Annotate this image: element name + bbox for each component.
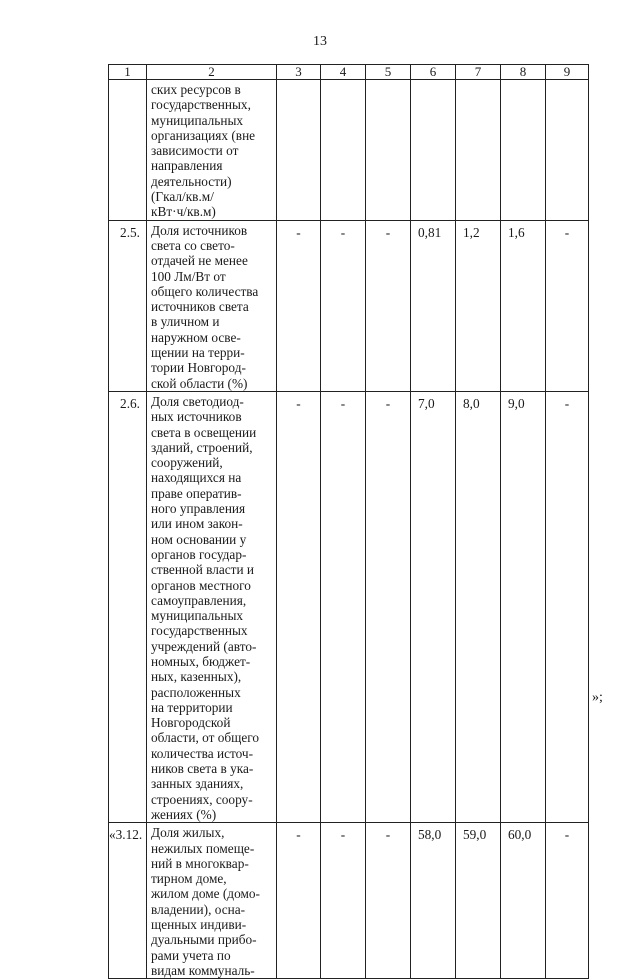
- value-col7: 1,2: [456, 220, 501, 391]
- value-col7: [456, 80, 501, 221]
- value-col9: -: [546, 823, 589, 979]
- table-row: [109, 823, 589, 979]
- value-col3: -: [277, 823, 321, 979]
- col-header-3: 3: [277, 65, 321, 80]
- row-number: 2.5.: [109, 220, 147, 391]
- header-row: [109, 65, 589, 80]
- value-col8: [501, 80, 546, 221]
- value-col5: [366, 80, 411, 221]
- row-number: [109, 80, 147, 221]
- table-row: [109, 391, 589, 822]
- col-header-8: 8: [501, 65, 546, 80]
- value-col7: 8,0: [456, 391, 501, 822]
- value-col5: -: [366, 823, 411, 979]
- value-col5: -: [366, 391, 411, 822]
- value-col6: 58,0: [411, 823, 456, 979]
- value-col3: -: [277, 391, 321, 822]
- indicator-name: ских ресурсов в государственных, муниципальных организациях (вне зависимости от направления деятельности) (Гкал/кв.м/ кВт·ч/кв.м): [147, 80, 277, 221]
- col-header-2: 2: [147, 65, 277, 80]
- col-header-1: 1: [109, 65, 147, 80]
- row-number: 2.6.: [109, 391, 147, 822]
- value-col8: 60,0: [501, 823, 546, 979]
- value-col6: 7,0: [411, 391, 456, 822]
- value-col9: -: [546, 220, 589, 391]
- col-header-9: 9: [546, 65, 589, 80]
- value-col8: 9,0: [501, 391, 546, 822]
- value-col4: -: [321, 220, 366, 391]
- value-col4: -: [321, 823, 366, 979]
- indicator-name: Доля жилых, нежилых помеще- ний в многоквар- тирном доме, жилом доме (домо- владении), осна- щенных индиви- дуальными прибо- рами учета по видам коммуналь-: [147, 823, 277, 979]
- closing-quote-mark: »;: [592, 690, 603, 705]
- value-col5: -: [366, 220, 411, 391]
- row-number: «3.12.: [109, 823, 147, 979]
- value-col4: [321, 80, 366, 221]
- indicators-table: [108, 64, 589, 979]
- table-row: [109, 220, 589, 391]
- col-header-7: 7: [456, 65, 501, 80]
- value-col3: [277, 80, 321, 221]
- table-row: [109, 80, 589, 221]
- col-header-4: 4: [321, 65, 366, 80]
- value-col9: [546, 80, 589, 221]
- col-header-6: 6: [411, 65, 456, 80]
- value-col7: 59,0: [456, 823, 501, 979]
- col-header-5: 5: [366, 65, 411, 80]
- value-col9: -: [546, 391, 589, 822]
- indicator-name: Доля светодиод- ных источников света в освещении зданий, строений, сооружений, находящихся на праве оператив- ного управления или ином закон- ном основании у органов государ- ственной власти и органов местного самоуправления, муниципальных государственных учреждений (авто- номных, бюджет- ных, казенных), расположенных на территории Новгородской области, от общего количества источ- ников света в ука- занных зданиях, строениях, соору- жениях (%): [147, 391, 277, 822]
- page-number: 13: [313, 34, 327, 49]
- indicator-name: Доля источников света со свето- отдачей не менее 100 Лм/Вт от общего количества источников света в уличном и наружном осве- щении на терри- тории Новгород- ской области (%): [147, 220, 277, 391]
- value-col8: 1,6: [501, 220, 546, 391]
- value-col4: -: [321, 391, 366, 822]
- value-col6: [411, 80, 456, 221]
- value-col6: 0,81: [411, 220, 456, 391]
- value-col3: -: [277, 220, 321, 391]
